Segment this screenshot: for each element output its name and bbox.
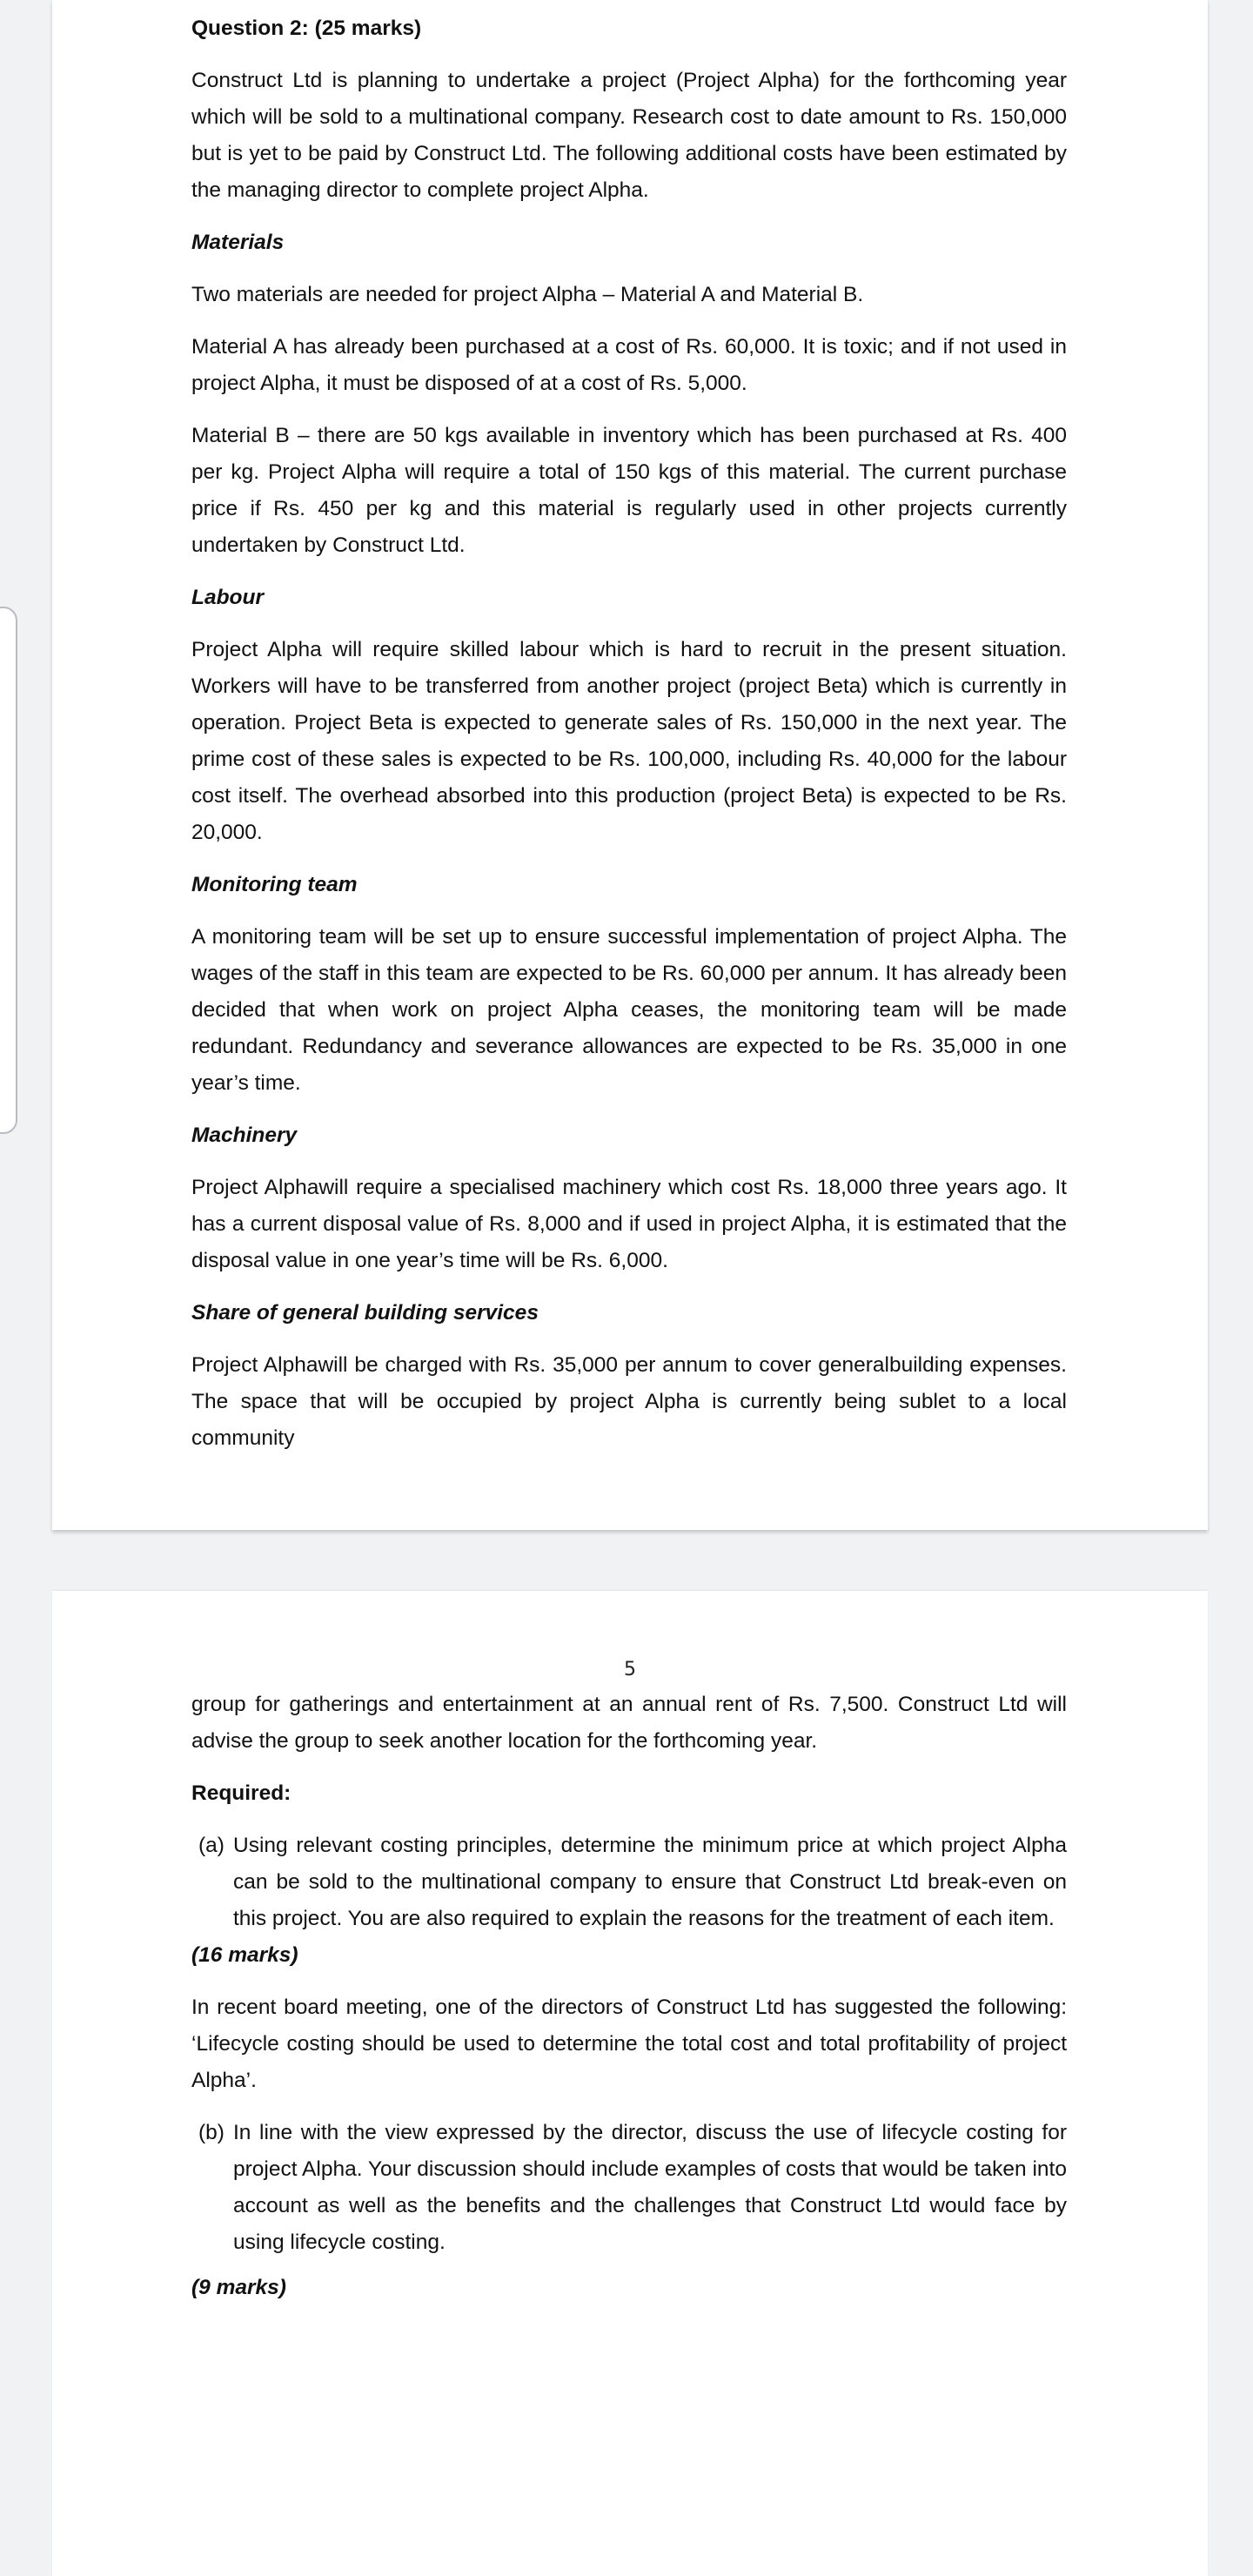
materials-paragraph-3: Material B – there are 50 kgs available in inventory which has been purchased at Rs. 400 per kg. Project Alpha will require a total of 150 kgs of this material. The current purchase price if Rs. 450 per kg and this material is regularly used in other projects currently undertaken by Construct Ltd.	[191, 424, 1067, 557]
monitoring-team-paragraph: A monitoring team will be set up to ensure successful implementation of project Alpha. The wages of the staff in this team are expected to be Rs. 60,000 per annum. It has already been decided that when work on project Alpha ceases, the monitoring team will be made redundant. Redundancy and severance allowances are expected to be Rs. 35,000 in one year’s time.	[191, 925, 1067, 1095]
machinery-paragraph: Project Alphawill require a specialised machinery which cost Rs. 18,000 three years ago. It has a current disposal value of Rs. 8,000 and if used in project Alpha, it is estimated that the disposal value in one year’s time will be Rs. 6,000.	[191, 1176, 1067, 1272]
part-a-text: Using relevant costing principles, determine the minimum price at which project Alpha can be sold to the multinational company to ensure that Construct Ltd break-even on this project. You are also required to explain the reasons for the treatment of each item.	[233, 1834, 1067, 1930]
continuation-paragraph: group for gatherings and entertainment at an annual rent of Rs. 7,500. Construct Ltd will advise the group to seek another location for the forthcoming year.	[191, 1693, 1067, 1753]
materials-paragraph-2: Material A has already been purchased at a cost of Rs. 60,000. It is toxic; and if not used in project Alpha, it must be disposed of at a cost of Rs. 5,000.	[191, 335, 1067, 395]
intro-paragraph: Construct Ltd is planning to undertake a project (Project Alpha) for the forthcoming year which will be sold to a multinational company. Research cost to date amount to Rs. 150,000 but is yet to be paid by Construct Ltd. The following additional costs have been estimated by the managing director to complete project Alpha.	[191, 69, 1067, 202]
machinery-heading: Machinery	[191, 1124, 298, 1147]
page-content	[191, 1687, 1067, 2322]
part-b-marks: (9 marks)	[191, 2276, 286, 2299]
board-meeting-paragraph: In recent board meeting, one of the directors of Construct Ltd has suggested the following: ‘Lifecycle costing should be used to determine the total cost and total profitability of project Alpha’.	[191, 1996, 1067, 2092]
required-heading: Required:	[191, 1781, 291, 1805]
part-b-label: (b)	[198, 2121, 224, 2144]
part-b-item	[191, 2115, 1067, 2261]
monitoring-team-heading: Monitoring team	[191, 873, 358, 896]
part-a-label: (a)	[198, 1834, 224, 1857]
labour-paragraph: Project Alpha will require skilled labour which is hard to recruit in the present situation. Workers will have to be transferred from another project (project Beta) which is currently in operation. Project Beta is expected to generate sales of Rs. 150,000 in the next year. The prime cost of these sales is expected to be Rs. 100,000, including Rs. 40,000 for the labour cost itself. The overhead absorbed into this production (project Beta) is expected to be Rs. 20,000.	[191, 638, 1067, 844]
question-title: Question 2: (25 marks)	[191, 17, 422, 40]
document-page-4	[52, 0, 1208, 1530]
building-services-heading: Share of general building services	[191, 1301, 539, 1325]
part-a-item	[191, 1828, 1067, 1937]
document-page-5	[52, 1591, 1208, 2576]
labour-heading: Labour	[191, 586, 265, 609]
materials-paragraph-1: Two materials are needed for project Alpha – Material A and Material B.	[191, 283, 864, 306]
materials-heading: Materials	[191, 231, 285, 254]
part-a-marks: (16 marks)	[191, 1943, 298, 1967]
page-number: 5	[624, 1659, 636, 1680]
page-content	[191, 10, 1067, 1472]
side-panel-handle[interactable]	[0, 607, 17, 1134]
building-services-paragraph: Project Alphawill be charged with Rs. 35,000 per annum to cover generalbuilding expenses. The space that will be occupied by project Alpha is currently being sublet to a local community	[191, 1353, 1067, 1450]
part-b-text: In line with the view expressed by the director, discuss the use of lifecycle costing for project Alpha. Your discussion should include examples of costs that would be taken into account as well as the benefits and the challenges that Construct Ltd would face by using lifecycle costing.	[233, 2121, 1067, 2254]
